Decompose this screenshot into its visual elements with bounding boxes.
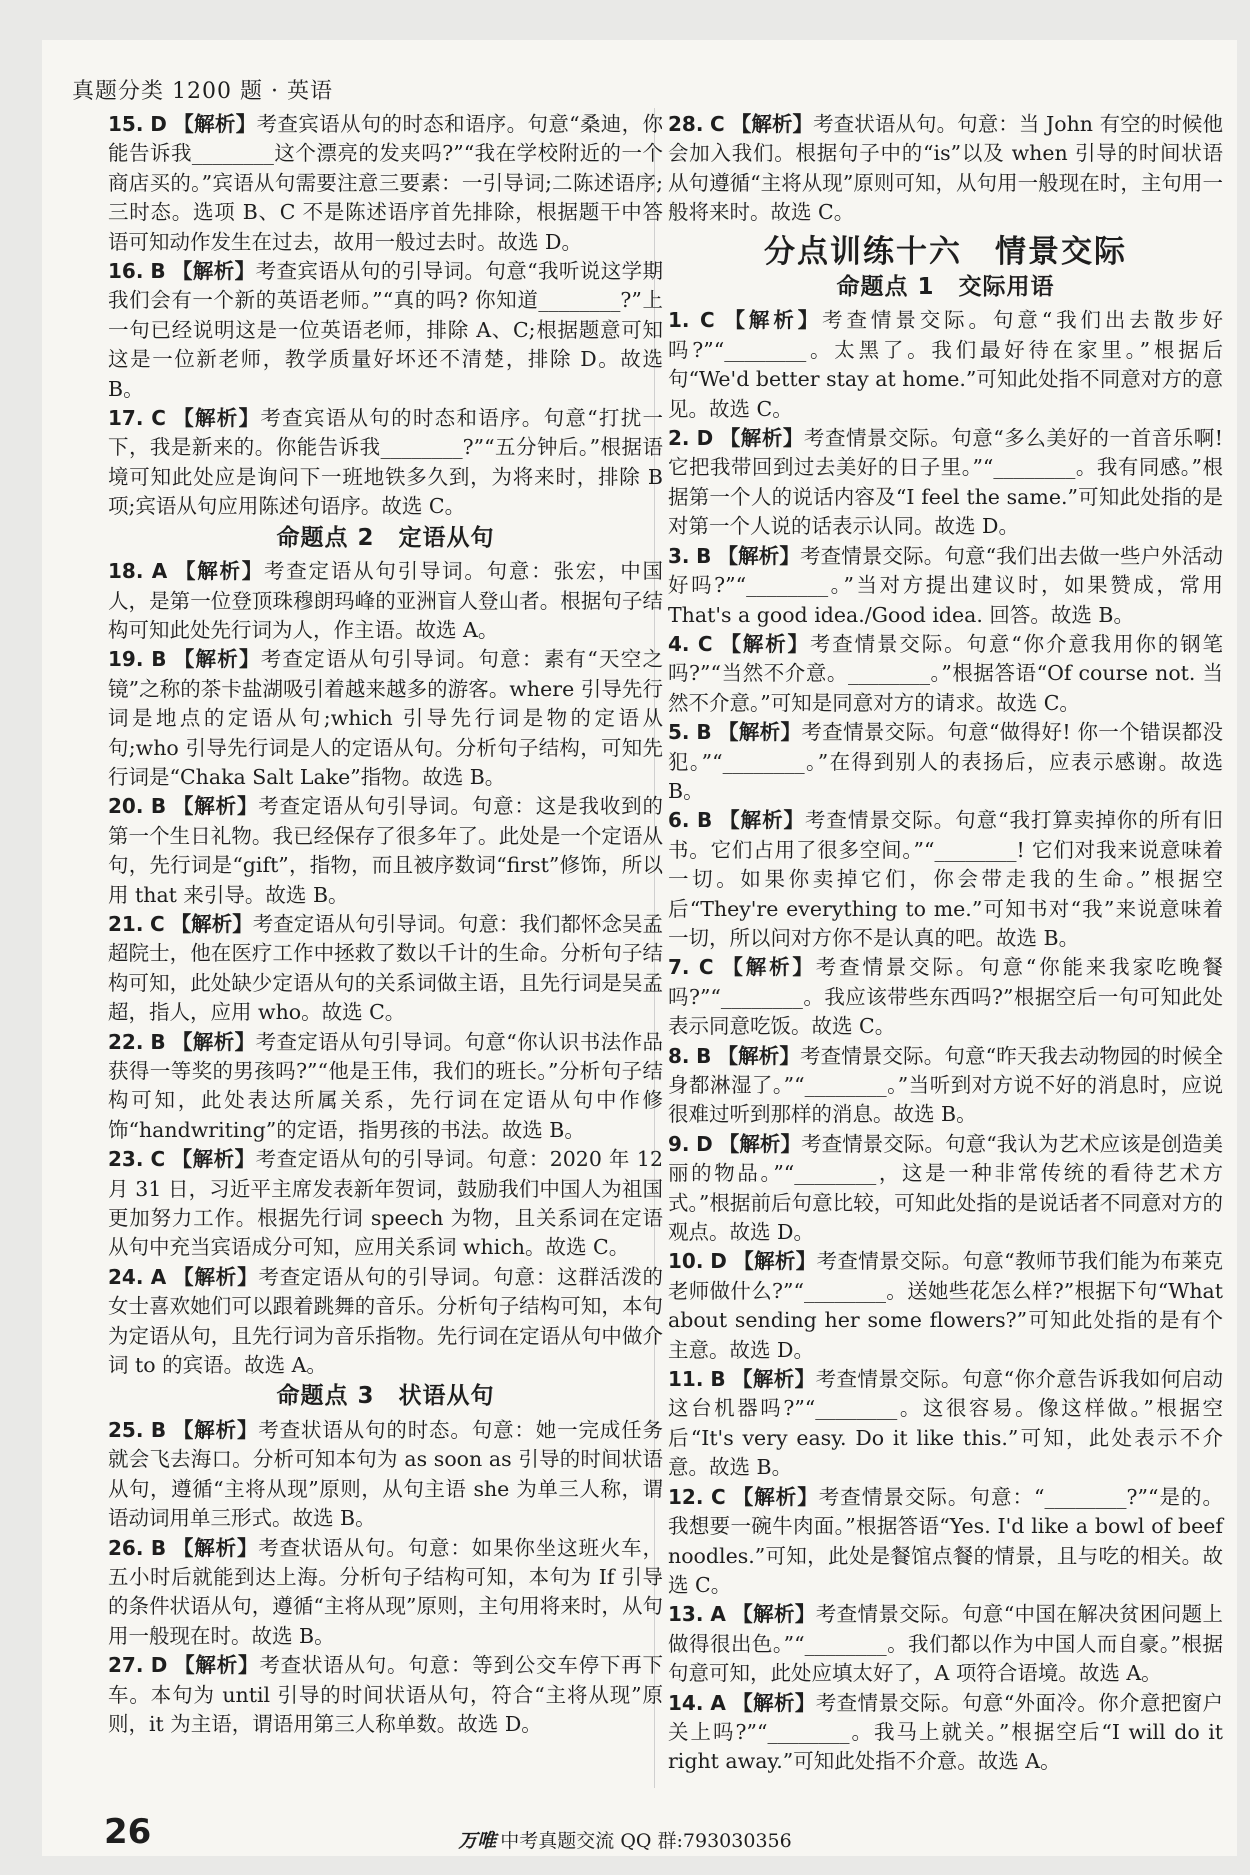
answer-item: [108, 1263, 663, 1381]
answer-item: [668, 1600, 1223, 1688]
answer-item: [668, 542, 1223, 630]
analysis-text: 考查定语从句的引导词。句意：这群活泼的女士喜欢她们可以跟着跳舞的音乐。分析句子结构可知，本句为定语从句，且先行词为音乐指物。先行词在定语从句中做介词 to 的宾语。故选 A。: [108, 1264, 664, 1378]
analysis-text: 考查宾语从句的引导词。句意“我听说这学期我们会有一个新的英语老师。”“真的吗? 你知道________?”上一句已经说明这是一位英语老师，排除 A、C;根据题意可知这是一位新老师，教学质量好坏还不清楚，排除 D。故选 B。: [108, 259, 664, 401]
subsection-heading: 命题点 2 定语从句: [276, 524, 495, 551]
answer-item: [668, 1689, 1223, 1777]
analysis-text: 考查定语从句引导词。句意“你认识书法作品获得一等奖的男孩吗?”“他是王伟，我们的班长。”分析句子结构可知，此处表达所属关系，先行词在定语从句中作修饰“handwriting”的定语，指男孩的书法。故选 B。: [108, 1029, 664, 1142]
answer-letter: B: [696, 720, 712, 745]
answer-letter: B: [150, 1029, 166, 1054]
question-number: 14.: [668, 1690, 704, 1715]
analysis-text: 考查定语从句引导词。句意：这是我收到的第一个生日礼物。我已经保存了很多年了。此处是一个定语从句，先行词是“gift”，指物，而且被序数词“first”修饰，所以用 that 来引导。故选 B。: [108, 794, 664, 907]
analysis-tag: 【解析】: [172, 647, 261, 672]
answer-item: [668, 306, 1223, 424]
analysis-text: 考查定语从句引导词。句意：张宏，中国人，是第一位登顶珠穆朗玛峰的亚洲盲人登山者。根据句子结构可知此处先行词为人，作主语。故选 A。: [108, 559, 663, 642]
analysis-text: 考查状语从句的时态。句意：她一完成任务就会飞去海口。分析可知本句为 as soon as 引导的时间状语从句，遵循“主将从现”原则，从句主语 she 为单三人称，谓语动词用单三形式。故选 B。: [108, 1417, 664, 1531]
answer-item: [108, 645, 663, 792]
analysis-text: 考查情景交际。句意：“________?”“是的。我想要一碗牛肉面。”根据答语“Yes. I'd like a bowl of beef noodles.”可知，此处是餐馆点餐的情景，且与吃的相关。故选 C。: [668, 1484, 1223, 1597]
answer-letter: B: [710, 1367, 726, 1392]
question-number: 22.: [108, 1029, 144, 1054]
answer-letter: C: [699, 308, 715, 333]
answer-letter: B: [150, 1535, 167, 1560]
subsection-heading: 命题点 3 状语从句: [276, 1383, 495, 1410]
answer-letter: B: [151, 647, 167, 672]
analysis-tag: 【解析】: [718, 808, 805, 833]
analysis-tag: 【解析】: [171, 259, 256, 284]
answer-letter: A: [710, 1690, 726, 1715]
answer-letter: C: [697, 631, 713, 656]
question-number: 2.: [668, 426, 690, 451]
analysis-tag: 【解析】: [172, 1417, 259, 1442]
answer-letter: B: [150, 794, 167, 819]
analysis-text: 考查状语从句。句意：当 John 有空的时候他会加入我们。根据句子中的“is”以及 when 引导的时间状语从句遵循“主将从现”原则可知，从句用一般现在时，主句用一般将来时。故选 C。: [668, 112, 1223, 225]
answer-letter: D: [150, 1653, 168, 1678]
answer-item: [108, 1651, 663, 1739]
answer-item: [668, 953, 1223, 1041]
analysis-tag: 【解析】: [730, 112, 814, 136]
section-title: 分点训练十六 情景交际: [764, 233, 1127, 270]
analysis-text: 考查情景交际。句意“你介意告诉我如何启动这台机器吗?”“________。这很容易。像这样做。”根据空后“It's very easy. Do it like this.”可知，此处表示不介意。故选 B。: [668, 1367, 1224, 1480]
question-number: 24.: [108, 1264, 144, 1289]
answer-item: [108, 1416, 663, 1534]
answer-letter: C: [149, 911, 165, 936]
question-number: 25.: [108, 1417, 144, 1442]
analysis-text: 考查定语从句引导词。句意：我们都怀念吴孟超院士，他在医疗工作中拯救了数以千计的生命。分析句子结构可知，此处缺少定语从句的关系词做主语，且先行词是吴孟超，指人，应用 who。故选 C。: [108, 911, 663, 1025]
answer-letter: A: [150, 1264, 167, 1289]
answer-letter: C: [151, 406, 166, 431]
answer-letter: B: [696, 543, 712, 568]
left-column: [108, 110, 663, 1739]
analysis-tag: 【解析】: [171, 406, 261, 431]
answer-item: [108, 1028, 663, 1146]
analysis-text: 考查情景交际。句意“你介意我用你的钢笔吗?”“当然不介意。________。”根据答语“Of course not. 当然不介意。”可知是同意对方的请求。故选 C。: [668, 631, 1224, 715]
analysis-text: 考查情景交际。句意“外面冷。你介意把窗户关上吗?”“________。我马上就关。”根据空后“I will do it right away.”可知此处指不介意。故选 A。: [668, 1690, 1223, 1774]
answer-item: [668, 424, 1223, 542]
brand-logo: 万唯: [458, 1830, 497, 1852]
analysis-text: 考查情景交际。句意“我们出去做一些户外活动好吗?”“________。”当对方提出建议时，如果赞成，常用 That's a good idea./Good idea. 回答。故选 B。: [668, 543, 1223, 627]
question-number: 18.: [108, 559, 144, 584]
analysis-tag: 【解析】: [171, 1029, 256, 1054]
analysis-text: 考查情景交际。句意“多么美好的一首音乐啊! 它把我带回到过去美好的日子里。”“________。我有同感。”根据第一个人的说话内容及“I feel the same.”可知此处指的是对第一个人说的话表示认同。故选 D。: [668, 426, 1223, 539]
analysis-tag: 【解析】: [731, 1690, 816, 1715]
analysis-tag: 【解析】: [717, 720, 802, 745]
answer-letter: A: [710, 1602, 726, 1627]
question-number: 4.: [668, 631, 690, 656]
running-header: 真题分类 1200 题 · 英语: [72, 79, 333, 104]
answer-item: [668, 1042, 1223, 1130]
answer-item: [668, 110, 1223, 228]
answer-letter: B: [696, 808, 713, 833]
analysis-text: 考查情景交际。句意“我们出去散步好吗?”“________。太黑了。我们最好待在家里。”根据后句“We'd better stay at home.”可知此处指不同意对方的意见。故选 C。: [668, 308, 1223, 421]
analysis-tag: 【解析】: [172, 1535, 259, 1560]
analysis-text: 考查宾语从句的时态和语序。句意“桑迪，你能告诉我________这个漂亮的发夹吗?”“我在学校附近的一个商店买的。”宾语从句需要注意三要素：一引导词;二陈述语序;三时态。选项 B、C 不是陈述语序首先排除，根据题干中答语可知动作发生在过去，故用一般过去时。故选 D。: [108, 112, 663, 254]
analysis-text: 考查情景交际。句意“中国在解决贫困问题上做得很出色。”“________。我们都以作为中国人而自豪。”根据句意可知，此处应填太好了，A 项符合语境。故选 A。: [668, 1602, 1223, 1686]
answer-letter: C: [710, 1484, 726, 1509]
answer-letter: B: [696, 1043, 712, 1068]
question-number: 1.: [668, 308, 690, 333]
analysis-tag: 【解析】: [173, 1653, 260, 1678]
analysis-text: 考查定语从句的引导词。句意：2020 年 12 月 31 日，习近平主席发表新年贺词，鼓励我们中国人为祖国更加努力工作。根据先行词 speech 为物，且关系词在定语从句中充当宾语成分可知，应用关系词 which。故选 C。: [108, 1147, 663, 1260]
answer-item: [108, 1145, 663, 1263]
answer-item: [108, 404, 663, 522]
analysis-text: 考查状语从句。句意：等到公交车停下再下车。本句为 until 引导的时间状语从句，符合“主将从现”原则，it 为主语，谓语用第三人称单数。故选 D。: [108, 1653, 664, 1736]
answer-letter: C: [150, 1147, 166, 1172]
analysis-text: 考查状语从句。句意：如果你坐这班火车，五小时后就能到达上海。分析句子结构可知，本句为 If 引导的条件状语从句，遵循“主将从现”原则，主句用将来时，从句用一般现在时。故选 B。: [108, 1535, 664, 1648]
answer-item: [108, 1534, 663, 1652]
question-number: 10.: [668, 1249, 704, 1274]
analysis-tag: 【解析】: [717, 1043, 801, 1068]
analysis-tag: 【解析】: [731, 1484, 819, 1509]
question-number: 8.: [668, 1043, 690, 1068]
analysis-tag: 【解析】: [172, 112, 257, 136]
question-number: 21.: [108, 911, 144, 936]
answer-item: [108, 910, 663, 1028]
question-number: 12.: [668, 1484, 704, 1509]
question-number: 9.: [668, 1131, 690, 1156]
question-number: 27.: [108, 1653, 144, 1678]
question-number: 11.: [668, 1367, 704, 1392]
answer-item: [668, 1365, 1223, 1483]
analysis-tag: 【解析】: [170, 911, 253, 936]
analysis-tag: 【解析】: [172, 1264, 259, 1289]
answer-item: [668, 630, 1223, 718]
analysis-tag: 【解析】: [731, 1602, 816, 1627]
analysis-text: 考查定语从句引导词。句意：素有“天空之镜”之称的茶卡盐湖吸引着越来越多的游客。where 引导先行词是地点的定语从句;which 引导先行词是物的定语从句;who 引导先行词是人的定语从句。分析句子结构，可知先行词是“Chaka Salt Lake”指物。故选 B。: [108, 647, 663, 789]
answer-item: [668, 1130, 1223, 1248]
analysis-text: 考查情景交际。句意“昨天我去动物园的时候全身都淋湿了。”“________。”当听到对方说不好的消息时，应说很难过听到那样的消息。故选 B。: [668, 1043, 1223, 1127]
analysis-tag: 【解析】: [718, 1131, 802, 1156]
question-number: 17.: [108, 406, 144, 431]
footer-text: 中考真题交流 QQ 群:793030356: [500, 1830, 792, 1852]
analysis-tag: 【解析】: [719, 955, 816, 980]
question-number: 3.: [668, 543, 690, 568]
page-number: 26: [104, 1812, 152, 1852]
answer-item: [668, 718, 1223, 806]
answer-letter: D: [710, 1249, 727, 1274]
question-number: 23.: [108, 1147, 144, 1172]
answer-item: [668, 1247, 1223, 1365]
answer-letter: D: [696, 1131, 713, 1156]
analysis-tag: 【解析】: [720, 308, 823, 333]
answer-letter: D: [696, 426, 714, 451]
analysis-text: 考查宾语从句的时态和语序。句意“打扰一下，我是新来的。你能告诉我________?”“五分钟后。”根据语境可知此处应是询问下一班地铁多久到，为将来时，排除 B 项;宾语从句应用陈述句语序。故选 C。: [108, 406, 663, 519]
question-number: 20.: [108, 794, 144, 819]
question-number: 7.: [668, 955, 690, 980]
footer: [0, 1826, 1250, 1853]
answer-item: [668, 1483, 1223, 1601]
answer-item: [108, 110, 663, 257]
question-number: 19.: [108, 647, 144, 672]
subsection-heading: 命题点 1 交际用语: [836, 274, 1055, 301]
analysis-tag: 【解析】: [172, 794, 259, 819]
answer-letter: A: [151, 559, 168, 584]
analysis-text: 考查情景交际。句意“教师节我们能为布莱克老师做什么?”“________。送她些花怎么样?”根据下句“What about sending her some flowers?”可知此处指的是有个主意。故选 D。: [668, 1249, 1223, 1362]
answer-item: [668, 806, 1223, 953]
analysis-text: 考查情景交际。句意“我打算卖掉你的所有旧书。它们占用了很多空间。”“________! 它们对我来说意味着一切。如果你卖掉它们，你会带走我的生命。”根据空后“They're everything to me.”可知书对“我”来说意味着一切，所以问对方你不是认真的吧。故选 B。: [668, 808, 1223, 950]
answer-letter: D: [150, 112, 167, 136]
question-number: 16.: [108, 259, 144, 284]
question-number: 13.: [668, 1602, 704, 1627]
analysis-tag: 【解析】: [717, 543, 801, 568]
question-number: 26.: [108, 1535, 144, 1560]
analysis-tag: 【解析】: [731, 1367, 816, 1392]
answer-letter: C: [698, 955, 714, 980]
analysis-tag: 【解析】: [718, 631, 810, 656]
right-column: [668, 110, 1223, 1777]
analysis-tag: 【解析】: [171, 1147, 256, 1172]
analysis-tag: 【解析】: [719, 426, 804, 451]
answer-item: [108, 557, 663, 645]
analysis-tag: 【解析】: [173, 559, 265, 584]
question-number: 15.: [108, 112, 144, 136]
analysis-text: 考查情景交际。句意“做得好! 你一个错误都没犯。”“________。”在得到别人的表扬后，应表示感谢。故选 B。: [668, 720, 1224, 803]
question-number: 6.: [668, 808, 690, 833]
question-number: 28.: [668, 112, 704, 136]
question-number: 5.: [668, 720, 690, 745]
answer-letter: C: [710, 112, 725, 136]
analysis-text: 考查情景交际。句意“你能来我家吃晚餐吗?”“________。我应该带些东西吗?”根据空后一句可知此处表示同意吃饭。故选 C。: [668, 955, 1223, 1039]
answer-letter: B: [150, 1417, 167, 1442]
analysis-tag: 【解析】: [732, 1249, 817, 1274]
answer-letter: B: [150, 259, 166, 284]
answer-item: [108, 257, 663, 404]
analysis-text: 考查情景交际。句意“我认为艺术应该是创造美丽的物品。”“________，这是一种非常传统的看待艺术方式。”根据前后句意比较，可知此处指的是说话者不同意对方的观点。故选 D。: [668, 1131, 1223, 1245]
answer-item: [108, 792, 663, 910]
